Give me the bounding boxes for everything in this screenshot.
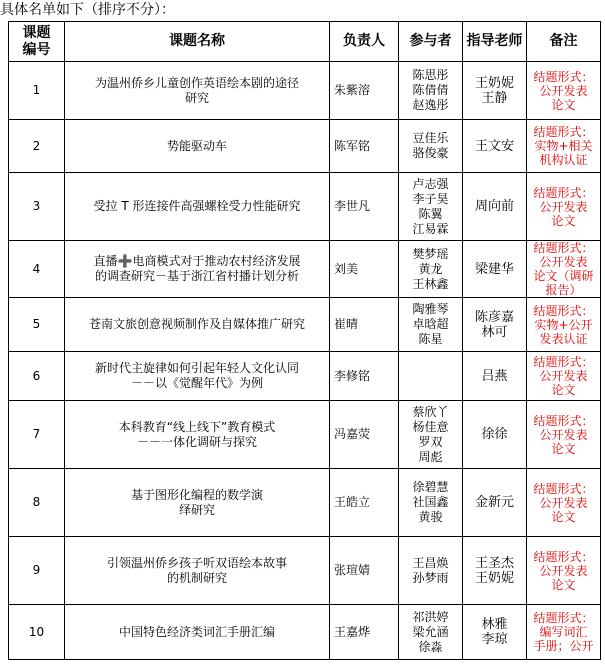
table-row xyxy=(9,62,601,120)
project-participants-line: 周彪 xyxy=(418,449,443,464)
project-title xyxy=(65,241,330,298)
project-note-line: 结题形式： xyxy=(533,413,594,428)
project-teacher xyxy=(463,62,527,120)
table-row xyxy=(9,241,601,298)
project-title-line: 为温州侨乡儿童创作英语绘本剧的途径 xyxy=(94,75,299,90)
project-participants-line: 徐淼 xyxy=(418,639,443,654)
table-header-row xyxy=(9,22,601,62)
project-note-line: 结题形式： xyxy=(533,69,594,84)
column-header-id: 课题 编号 xyxy=(9,22,65,62)
project-participants xyxy=(399,537,463,605)
project-title xyxy=(65,537,330,605)
table-row xyxy=(9,352,601,401)
project-title-line: 直播➕电商模式对于推动农村经济发展 xyxy=(93,254,301,268)
project-participants-line: 樊梦瑶 xyxy=(412,246,449,261)
project-participants-line: 陈翼 xyxy=(418,206,443,221)
table-row xyxy=(9,120,601,173)
project-note-line: 公开发表 xyxy=(539,255,588,269)
project-leader: 朱紫溶 xyxy=(330,62,399,120)
project-note-line: 结题形式： xyxy=(533,549,594,564)
project-note-line: 论文 xyxy=(551,577,576,592)
project-note-line: 公开发表 xyxy=(539,83,588,98)
column-header-leader: 负责人 xyxy=(330,22,399,62)
table-row xyxy=(9,605,601,660)
project-note-line: 手册；公开 xyxy=(533,639,594,653)
project-title xyxy=(65,298,330,352)
project-note-line: 实物+相关 xyxy=(534,139,593,153)
project-title xyxy=(65,401,330,469)
project-leader: 崔晴 xyxy=(330,298,399,352)
project-teacher-line: 林可 xyxy=(481,324,508,340)
project-note-line: 结题形式： xyxy=(533,125,594,139)
project-participants-line: 徐碧慧 xyxy=(412,480,449,494)
project-note-line: 结题形式： xyxy=(533,355,594,369)
project-participants-line: 陶雅琴 xyxy=(412,302,449,316)
project-title-line: 苍南文旅创意视频制作及自媒体推广研究 xyxy=(88,317,305,331)
project-teacher-line: 周向前 xyxy=(474,199,514,214)
project-note-line: 公开发表 xyxy=(539,495,588,510)
project-id: 10 xyxy=(9,605,65,660)
project-participants xyxy=(399,173,463,241)
project-id: 2 xyxy=(9,120,65,173)
project-teacher xyxy=(463,120,527,173)
project-note-line: 结题形式： xyxy=(533,241,594,255)
project-teacher-line: 徐徐 xyxy=(481,427,508,442)
project-teacher-line: 林雅 xyxy=(481,617,508,632)
project-title xyxy=(65,120,330,173)
project-title-line: －－以《觉醒年代》为例 xyxy=(130,376,263,390)
project-participants xyxy=(399,241,463,298)
project-teacher xyxy=(463,605,527,660)
project-note xyxy=(527,605,601,660)
project-note-line: 论文 xyxy=(551,97,576,112)
project-title xyxy=(65,173,330,241)
project-note-line: 结题形式： xyxy=(533,185,594,200)
project-teacher-line: 王静 xyxy=(481,90,508,106)
project-teacher xyxy=(463,173,527,241)
project-note-line: 论文 xyxy=(551,441,576,456)
column-header-title: 课题名称 xyxy=(65,22,330,62)
project-note xyxy=(527,537,601,605)
project-teacher xyxy=(463,352,527,401)
project-note xyxy=(527,298,601,352)
project-leader: 陈军铭 xyxy=(330,120,399,173)
project-participants xyxy=(399,401,463,469)
project-title-line: 受拉 T 形连接件高强螺栓受力性能研究 xyxy=(93,199,301,213)
project-teacher-line: 王圣杰 xyxy=(474,555,514,571)
project-participants-line: 社国鑫 xyxy=(412,495,449,509)
project-id: 1 xyxy=(9,62,65,120)
project-note-line: 公开发表 xyxy=(539,563,588,578)
project-teacher-line: 李琼 xyxy=(481,632,508,647)
table-row xyxy=(9,173,601,241)
project-note-line: 结题形式： xyxy=(533,611,594,625)
project-participants xyxy=(399,469,463,537)
project-note xyxy=(527,62,601,120)
table-body xyxy=(9,62,601,660)
project-leader: 冯嘉荧 xyxy=(330,401,399,469)
project-participants-line: 黄龙 xyxy=(418,261,443,276)
column-header-note: 备注 xyxy=(527,22,601,62)
project-note-line: 公开发表 xyxy=(539,369,588,383)
project-leader: 张瑄婧 xyxy=(330,537,399,605)
project-note-line: 公开发表 xyxy=(539,199,588,214)
project-note-line: 编写词汇 xyxy=(539,625,588,639)
project-leader: 刘美 xyxy=(330,241,399,298)
project-teacher xyxy=(463,241,527,298)
project-note-line: 结题形式： xyxy=(533,303,594,318)
project-note-line: 论文 xyxy=(551,383,576,397)
project-note xyxy=(527,241,601,298)
project-note-line: 论文 xyxy=(551,509,576,524)
table-row xyxy=(9,469,601,537)
project-teacher-line: 梁建华 xyxy=(474,261,514,277)
project-note-line: 报告） xyxy=(545,283,582,297)
project-participants-line: 梁允涵 xyxy=(412,624,449,639)
project-participants xyxy=(399,352,463,401)
project-note-line: 公开发表 xyxy=(539,427,588,442)
project-title-line: 的调查研究－基于浙江省村播计划分析 xyxy=(94,269,299,283)
table-row xyxy=(9,537,601,605)
project-title-line: 的机制研究 xyxy=(166,570,227,585)
project-teacher-line: 王文安 xyxy=(474,138,514,154)
project-note-line: 实物+公开 xyxy=(534,317,593,332)
project-teacher xyxy=(463,298,527,352)
project-note xyxy=(527,401,601,469)
project-title-line: －－一体化调研与探究 xyxy=(136,434,257,449)
project-note-line: 发表认证 xyxy=(539,331,588,346)
project-leader: 王嘉烨 xyxy=(330,605,399,660)
project-participants-line: 王林鑫 xyxy=(412,276,449,291)
project-teacher-line: 吕燕 xyxy=(481,368,508,384)
project-participants xyxy=(399,120,463,173)
project-leader: 李修铭 xyxy=(330,352,399,401)
project-title xyxy=(65,605,330,660)
project-note xyxy=(527,173,601,241)
project-teacher xyxy=(463,469,527,537)
project-id: 3 xyxy=(9,173,65,241)
project-participants xyxy=(399,62,463,120)
column-header-teacher: 指导老师 xyxy=(463,22,527,62)
project-participants-line: 杨佳意 xyxy=(412,419,449,434)
project-note-line: 论文（调研 xyxy=(533,269,594,283)
project-participants-line: 蔡欣丫 xyxy=(412,404,449,419)
project-participants-line: 陈星 xyxy=(418,332,443,346)
table-row xyxy=(9,298,601,352)
project-note xyxy=(527,469,601,537)
project-title-line: 新时代主旋律如何引起年轻人文化认同 xyxy=(94,361,299,375)
project-note-line: 机构认证 xyxy=(539,153,588,167)
table-row xyxy=(9,401,601,469)
project-title xyxy=(65,62,330,120)
project-title xyxy=(65,352,330,401)
project-teacher-line: 金新元 xyxy=(474,495,514,510)
project-id: 4 xyxy=(9,241,65,298)
project-title-line: 基于图形化编程的数学演 xyxy=(130,487,263,502)
project-table xyxy=(8,21,601,660)
project-id: 7 xyxy=(9,401,65,469)
project-id: 9 xyxy=(9,537,65,605)
project-teacher-line: 陈彦嘉 xyxy=(474,309,514,325)
project-participants-line: 祁洪婷 xyxy=(412,609,449,624)
project-participants-line: 孙梦雨 xyxy=(412,570,449,585)
project-participants-line: 豆佳乐 xyxy=(412,131,449,145)
project-leader: 王皓立 xyxy=(330,469,399,537)
project-participants xyxy=(399,298,463,352)
column-header-participants: 参与者 xyxy=(399,22,463,62)
page-heading: 具体名单如下（排序不分）： xyxy=(0,2,175,18)
project-title-line: 中国特色经济类词汇手册汇编 xyxy=(118,624,275,639)
project-note xyxy=(527,352,601,401)
project-participants-line: 卓晗超 xyxy=(412,317,449,331)
project-leader: 李世凡 xyxy=(330,173,399,241)
project-participants-line: 陈思彤 xyxy=(412,68,449,82)
project-title-line: 本科教育“线上线下”教育模式 xyxy=(118,419,276,434)
project-participants-line: 江易霖 xyxy=(412,221,449,236)
project-teacher-line: 王奶妮 xyxy=(474,75,514,91)
project-id: 5 xyxy=(9,298,65,352)
project-title-line: 势能驱动车 xyxy=(166,138,227,153)
project-participants-line: 赵逸彤 xyxy=(412,98,449,112)
project-participants-line: 李子昊 xyxy=(412,191,449,206)
project-title xyxy=(65,469,330,537)
project-id: 8 xyxy=(9,469,65,537)
project-id: 6 xyxy=(9,352,65,401)
project-title-line: 绎研究 xyxy=(178,502,215,517)
project-note-line: 结题形式： xyxy=(533,481,594,496)
project-title-line: 研究 xyxy=(184,90,209,105)
project-participants-line: 骆俊豪 xyxy=(412,146,449,160)
project-teacher-line: 王奶妮 xyxy=(474,570,514,586)
project-participants-line: 王昌焕 xyxy=(412,555,449,570)
project-participants-line: 陈倩倩 xyxy=(412,83,449,97)
project-participants-line: 黄骏 xyxy=(418,510,443,524)
project-participants-line: 罗双 xyxy=(418,434,443,449)
project-note-line: 论文 xyxy=(551,213,576,228)
project-teacher xyxy=(463,537,527,605)
project-teacher xyxy=(463,401,527,469)
project-participants-line: 卢志强 xyxy=(412,176,449,191)
project-title-line: 引领温州侨乡孩子听双语绘本故事 xyxy=(106,555,287,570)
project-note xyxy=(527,120,601,173)
project-participants xyxy=(399,605,463,660)
